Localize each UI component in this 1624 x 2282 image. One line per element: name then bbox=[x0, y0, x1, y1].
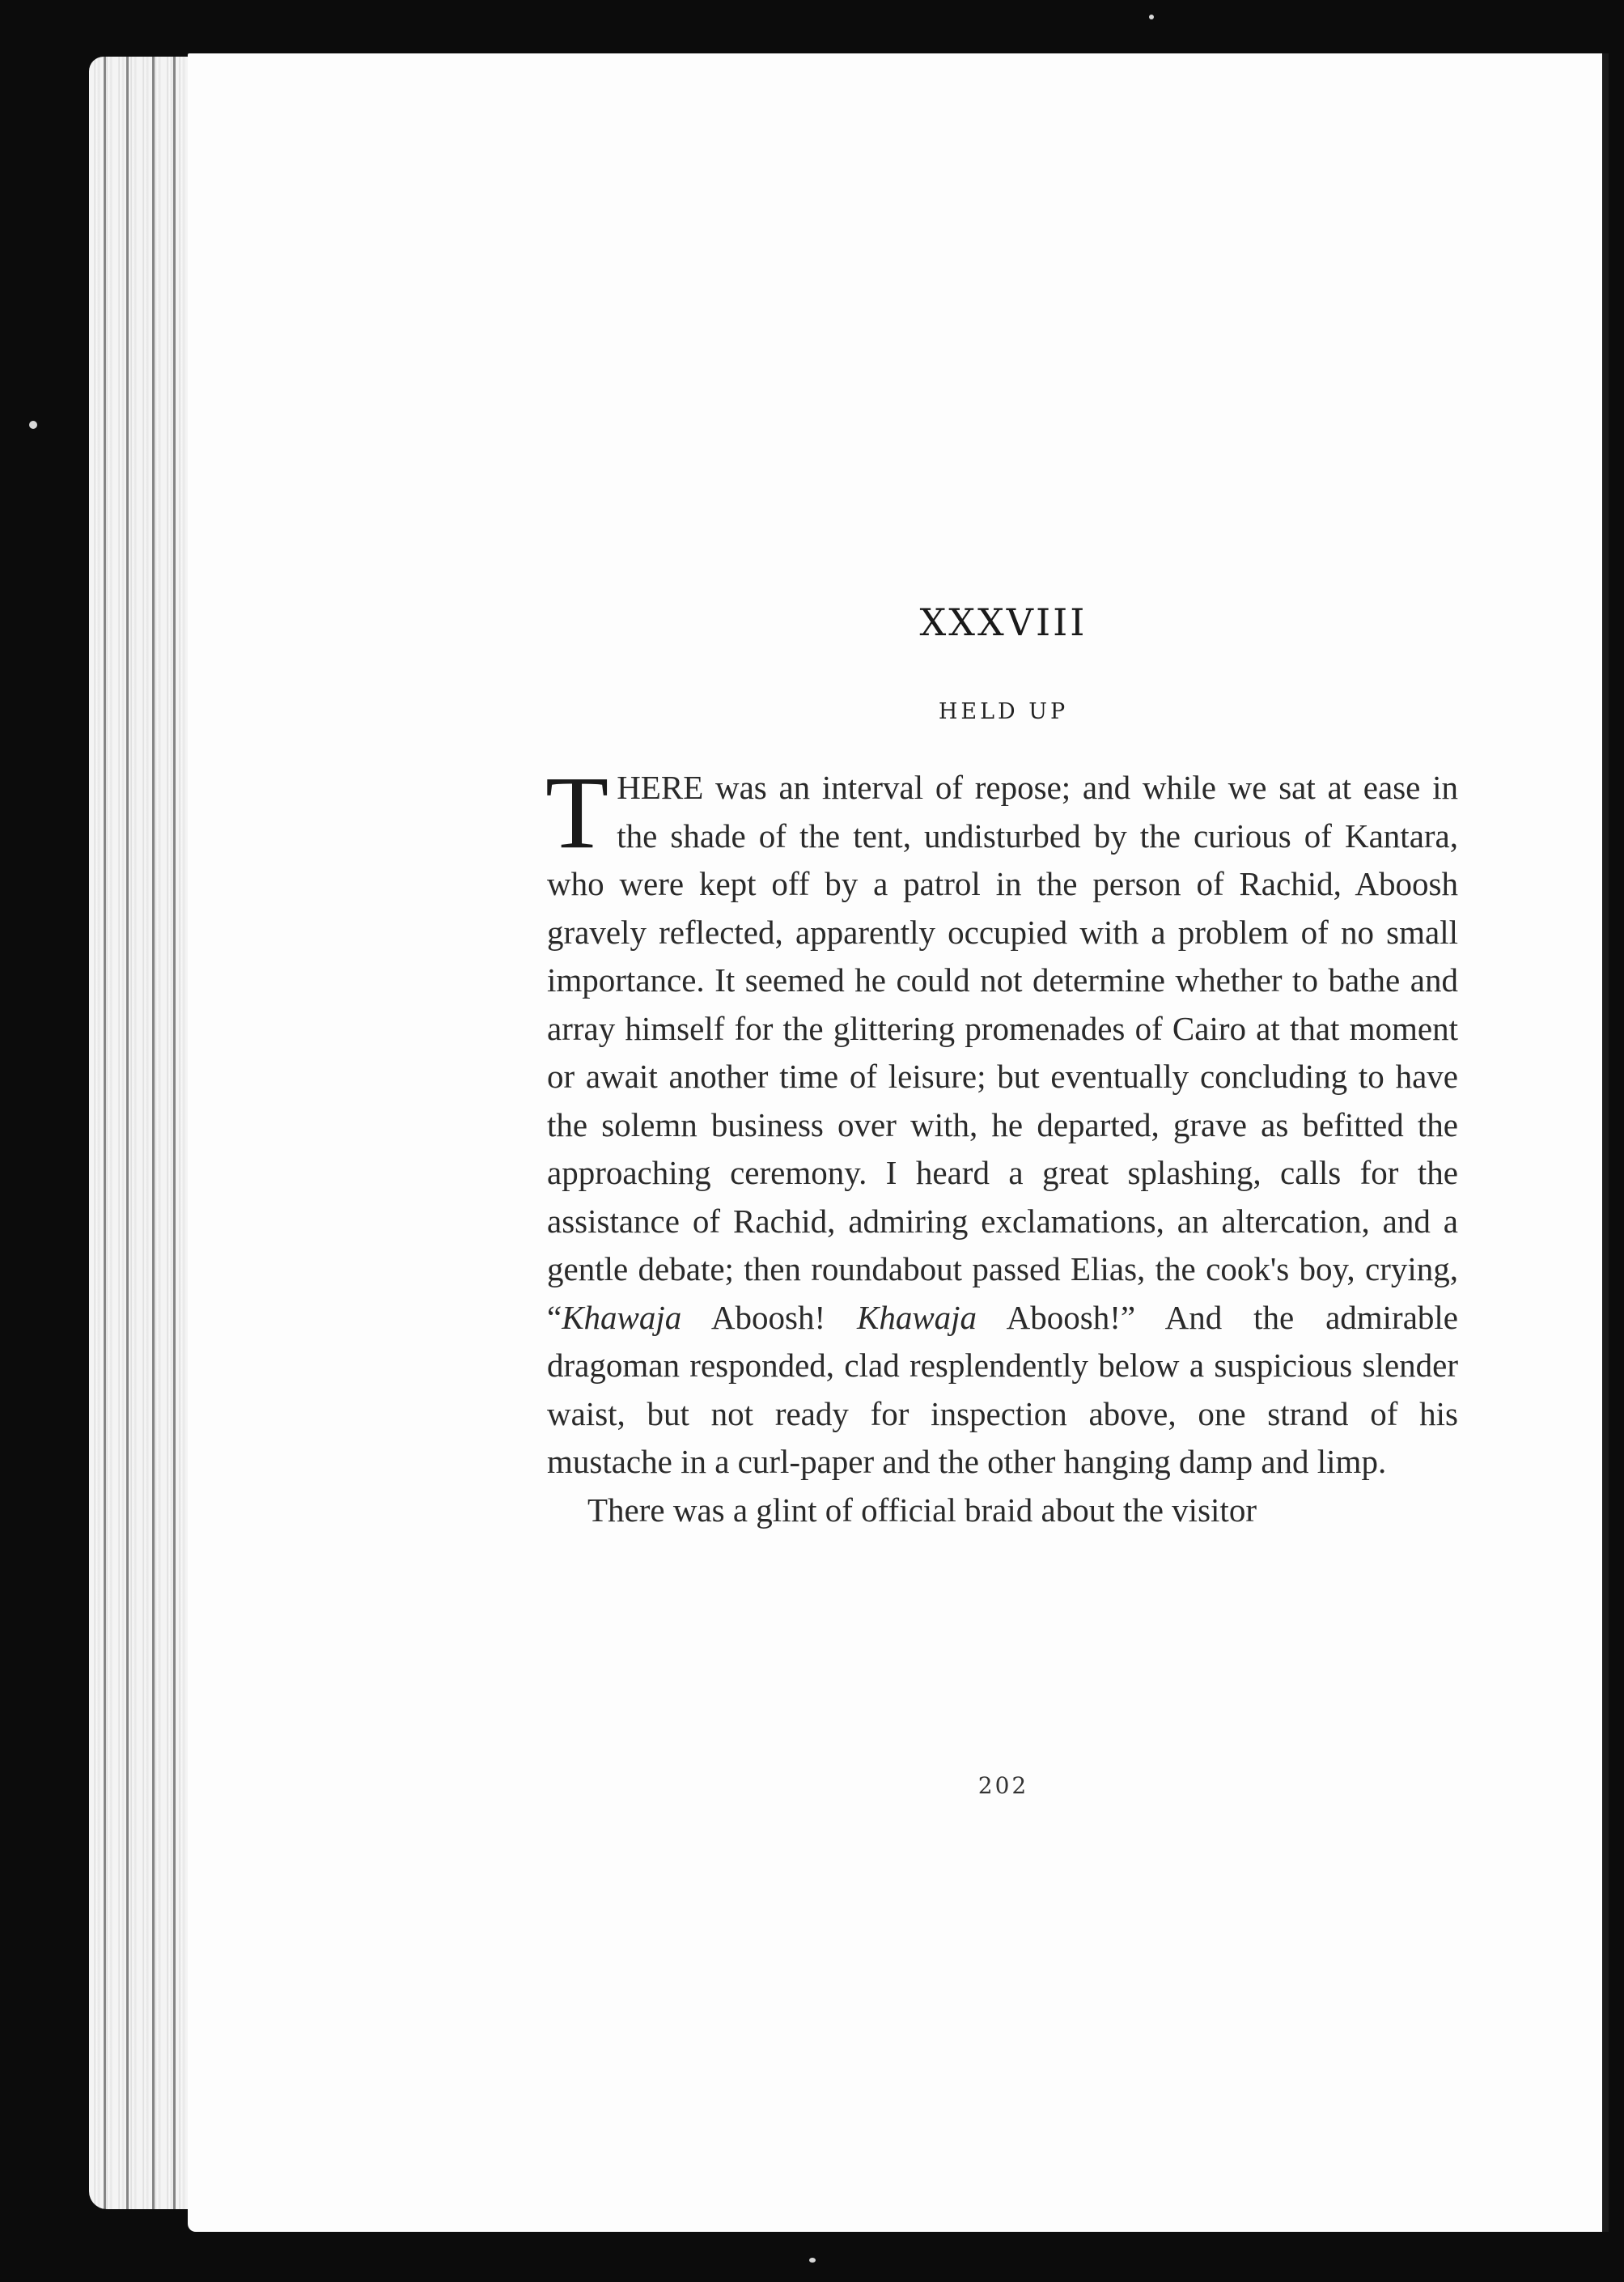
scan-speck bbox=[809, 2258, 816, 2263]
page-edge-line bbox=[173, 57, 176, 2209]
scan-speck bbox=[29, 421, 37, 429]
quote-middle: Aboosh! bbox=[681, 1298, 857, 1336]
chapter-number: XXXVIII bbox=[919, 600, 1088, 644]
chapter-title: HELD UP bbox=[938, 699, 1069, 724]
drop-cap: T bbox=[545, 755, 609, 870]
paragraph-text: HERE was an interval of repose; and while we sat at ease in the shade of the tent, undisturbed by the curious of Kantara, who were kept off by a patrol in the person of Rachid, Aboosh gravely reflected, apparently occupied with a problem of no small importance. It seemed he could not determine whether to bathe and array himself for the glittering promenades of Cairo at that moment or await another time of leisure; but eventually concluding to have the solemn business over with, he departed, grave as befitted the approaching ceremony. I heard a great splashing, calls for the assistance of Rachid, admiring exclamations, an altercation, and a gentle debate; then roundabout passed Elias, the cook's boy, crying, bbox=[547, 769, 1458, 1287]
page-edge-line bbox=[126, 57, 129, 2209]
page-edge-line bbox=[104, 57, 106, 2209]
paragraph bbox=[545, 755, 1458, 1487]
paragraph: There was a glint of official braid about the visitor bbox=[587, 1491, 1257, 1529]
italic-word: Khawaja bbox=[562, 1298, 682, 1336]
scan-speck bbox=[1149, 15, 1154, 19]
page-edge-line bbox=[152, 57, 155, 2209]
italic-word: Khawaja bbox=[856, 1298, 977, 1336]
page-number: 202 bbox=[977, 1772, 1029, 1799]
page-gutter-edge bbox=[1602, 53, 1609, 2232]
quote-close: Aboosh!” bbox=[977, 1298, 1136, 1336]
chapter-body bbox=[545, 755, 1458, 1534]
paragraph-text-end: And the admirable dragoman responded, clad resplendently below a suspicious slender waist, but not ready for inspection above, one strand of his mustache in a curl-paper and the other hanging damp and limp. bbox=[547, 1298, 1458, 1480]
quote-open: “ bbox=[547, 1298, 562, 1336]
